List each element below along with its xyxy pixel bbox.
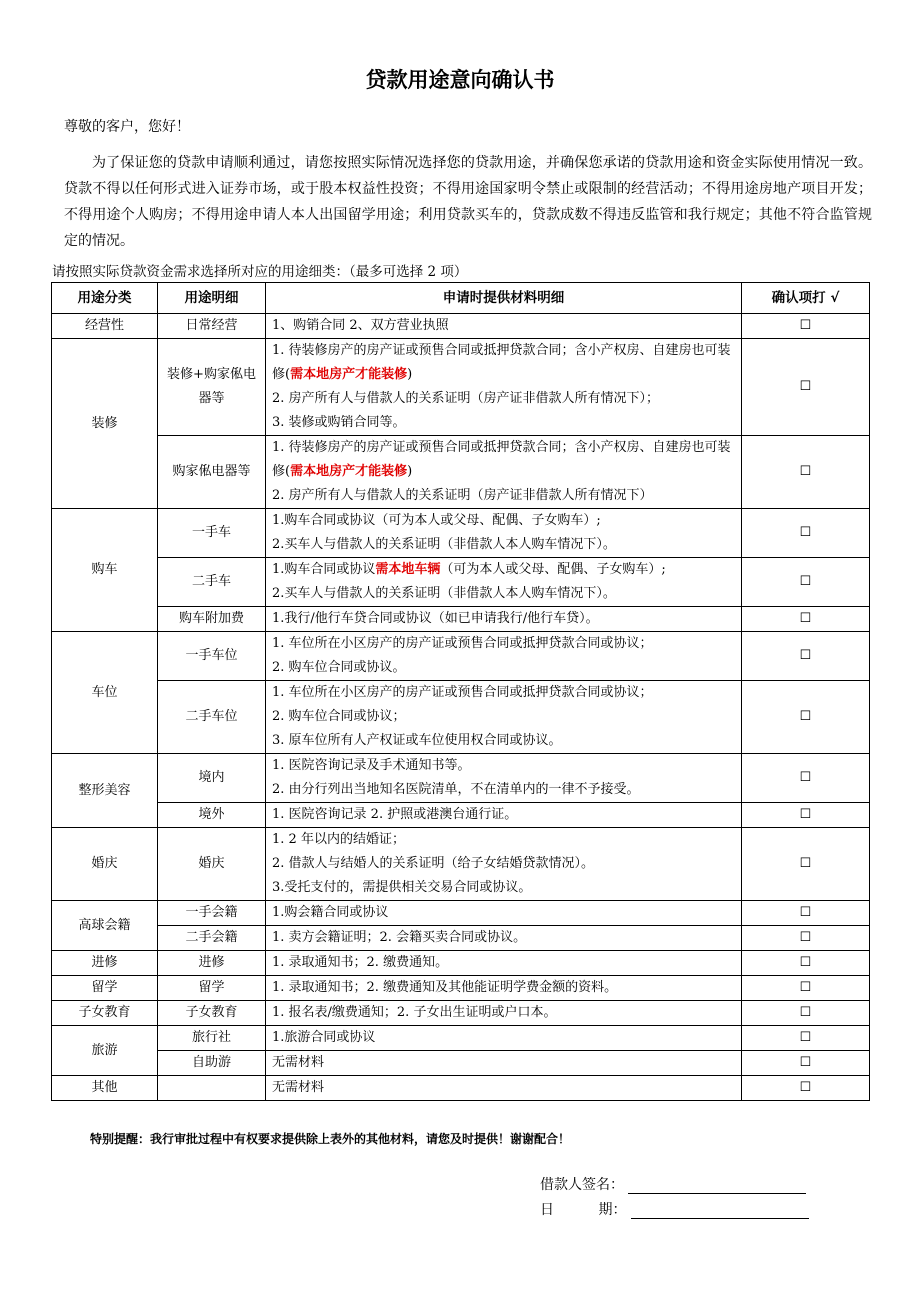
confirm-checkbox[interactable]: ☐	[742, 681, 870, 754]
detail-cell: 一手车位	[158, 632, 266, 681]
table-row	[52, 901, 870, 926]
date-label: 日 期：	[540, 1202, 627, 1218]
confirm-checkbox[interactable]: ☐	[742, 558, 870, 607]
category-cell: 婚庆	[52, 828, 158, 901]
detail-cell: 进修	[158, 951, 266, 976]
category-cell: 子女教育	[52, 1001, 158, 1026]
table-row	[52, 632, 870, 681]
header-materials: 申请时提供材料明细	[266, 283, 742, 314]
greeting: 尊敬的客户，您好！	[64, 119, 190, 135]
date-row	[540, 1199, 809, 1219]
materials-cell: 无需材料	[266, 1076, 742, 1101]
confirm-checkbox[interactable]: ☐	[742, 901, 870, 926]
confirm-checkbox[interactable]: ☐	[742, 339, 870, 436]
confirm-checkbox[interactable]: ☐	[742, 1076, 870, 1101]
category-cell: 购车	[52, 509, 158, 632]
detail-cell: 购家俬电器等	[158, 436, 266, 509]
category-cell: 车位	[52, 632, 158, 754]
page-title: 贷款用途意向确认书	[365, 68, 555, 92]
local-vehicle-warning: 需本地车辆	[375, 562, 441, 577]
confirm-checkbox[interactable]: ☐	[742, 1026, 870, 1051]
confirm-checkbox[interactable]: ☐	[742, 436, 870, 509]
materials-cell: 1. 2 年以内的结婚证； 2. 借款人与结婚人的关系证明（给子女结婚贷款情况）。 3.受托支付的，需提供相关交易合同或协议。	[266, 828, 742, 901]
materials-cell: 1、购销合同 2、双方营业执照	[266, 314, 742, 339]
table-row	[52, 509, 870, 558]
table-row	[52, 951, 870, 976]
signature-label: 借款人签名：	[540, 1177, 624, 1193]
date-input-line[interactable]	[631, 1202, 809, 1219]
materials-cell: 1. 卖方会籍证明；2. 会籍买卖合同或协议。	[266, 926, 742, 951]
confirm-checkbox[interactable]: ☐	[742, 926, 870, 951]
materials-cell: 1. 医院咨询记录 2. 护照或港澳台通行证。	[266, 803, 742, 828]
materials-cell: 1. 报名表/缴费通知；2. 子女出生证明或户口本。	[266, 1001, 742, 1026]
detail-cell: 一手会籍	[158, 901, 266, 926]
table-row	[52, 754, 870, 803]
table-row	[52, 1001, 870, 1026]
detail-cell: 二手车位	[158, 681, 266, 754]
materials-cell: 1. 医院咨询记录及手术通知书等。 2. 由分行列出当地知名医院清单，不在清单内的一律不予接受。	[266, 754, 742, 803]
signature-input-line[interactable]	[628, 1177, 806, 1194]
materials-cell: 1. 车位所在小区房产的房产证或预售合同或抵押贷款合同或协议； 2. 购车位合同或协议。	[266, 632, 742, 681]
detail-cell: 二手车	[158, 558, 266, 607]
table-row	[52, 314, 870, 339]
category-cell: 其他	[52, 1076, 158, 1101]
detail-cell: 旅行社	[158, 1026, 266, 1051]
materials-cell: 1. 待装修房产的房产证或预售合同或抵押贷款合同；含小产权房、自建房也可装修(需本地房产才能装修) 2. 房产所有人与借款人的关系证明（房产证非借款人所有情况下）； 3. 装修或购销合同等。	[266, 339, 742, 436]
detail-cell: 装修+购家俬电器等	[158, 339, 266, 436]
table-row	[52, 1076, 870, 1101]
detail-cell: 购车附加费	[158, 607, 266, 632]
detail-cell: 境外	[158, 803, 266, 828]
detail-cell: 日常经营	[158, 314, 266, 339]
category-cell: 进修	[52, 951, 158, 976]
materials-cell: 无需材料	[266, 1051, 742, 1076]
category-cell: 装修	[52, 339, 158, 509]
materials-cell: 1.购车合同或协议需本地车辆（可为本人或父母、配偶、子女购车）; 2.买车人与借款人的关系证明（非借款人本人购车情况下）。	[266, 558, 742, 607]
header-category: 用途分类	[52, 283, 158, 314]
confirm-checkbox[interactable]: ☐	[742, 509, 870, 558]
table-row	[52, 828, 870, 901]
local-property-warning: 需本地房产才能装修	[290, 367, 408, 382]
table-row	[52, 1051, 870, 1076]
confirm-checkbox[interactable]: ☐	[742, 607, 870, 632]
category-cell: 经营性	[52, 314, 158, 339]
detail-cell: 自助游	[158, 1051, 266, 1076]
category-cell: 整形美容	[52, 754, 158, 828]
detail-cell: 子女教育	[158, 1001, 266, 1026]
materials-cell: 1. 录取通知书；2. 缴费通知。	[266, 951, 742, 976]
table-row	[52, 339, 870, 436]
signature-row	[540, 1174, 806, 1194]
category-cell: 高球会籍	[52, 901, 158, 951]
header-detail: 用途明细	[158, 283, 266, 314]
detail-cell	[158, 1076, 266, 1101]
table-header-row	[52, 283, 870, 314]
materials-cell: 1. 车位所在小区房产的房产证或预售合同或抵押贷款合同或协议； 2. 购车位合同或协议； 3. 原车位所有人产权证或车位使用权合同或协议。	[266, 681, 742, 754]
loan-purpose-table	[51, 282, 870, 1101]
table-row	[52, 926, 870, 951]
detail-cell: 婚庆	[158, 828, 266, 901]
table-row	[52, 436, 870, 509]
materials-cell: 1.购车合同或协议（可为本人或父母、配偶、子女购车）; 2.买车人与借款人的关系证明（非借款人本人购车情况下）。	[266, 509, 742, 558]
confirm-checkbox[interactable]: ☐	[742, 1001, 870, 1026]
table-row	[52, 681, 870, 754]
detail-cell: 留学	[158, 976, 266, 1001]
local-property-warning: 需本地房产才能装修	[290, 464, 408, 479]
materials-cell: 1.旅游合同或协议	[266, 1026, 742, 1051]
confirm-checkbox[interactable]: ☐	[742, 976, 870, 1001]
detail-cell: 境内	[158, 754, 266, 803]
category-cell: 旅游	[52, 1026, 158, 1076]
table-row	[52, 607, 870, 632]
table-row	[52, 1026, 870, 1051]
table-row	[52, 803, 870, 828]
special-reminder: 特别提醒：我行审批过程中有权要求提供除上表外的其他材料，请您及时提供！谢谢配合！	[90, 1132, 571, 1146]
table-row	[52, 558, 870, 607]
category-cell: 留学	[52, 976, 158, 1001]
confirm-checkbox[interactable]: ☐	[742, 314, 870, 339]
detail-cell: 一手车	[158, 509, 266, 558]
confirm-checkbox[interactable]: ☐	[742, 754, 870, 803]
detail-cell: 二手会籍	[158, 926, 266, 951]
confirm-checkbox[interactable]: ☐	[742, 951, 870, 976]
materials-cell: 1. 待装修房产的房产证或预售合同或抵押贷款合同；含小产权房、自建房也可装修(需本地房产才能装修) 2. 房产所有人与借款人的关系证明（房产证非借款人所有情况下）	[266, 436, 742, 509]
confirm-checkbox[interactable]: ☐	[742, 1051, 870, 1076]
intro-paragraph: 为了保证您的贷款申请顺利通过，请您按照实际情况选择您的贷款用途，并确保您承诺的贷款用途和资金实际使用情况一致。贷款不得以任何形式进入证券市场，或于股本权益性投资；不得用途国家明令禁止或限制的经营活动；不得用途房地产项目开发；不得用途个人购房；不得用途申请人本人出国留学用途；利用贷款买车的，贷款成数不得违反监管和我行规定；其他不符合监管规定的情况。	[64, 155, 872, 249]
table-row	[52, 976, 870, 1001]
header-confirm: 确认项打 √	[742, 283, 870, 314]
materials-cell: 1.我行/他行车贷合同或协议（如已申请我行/他行车贷）。	[266, 607, 742, 632]
confirm-checkbox[interactable]: ☐	[742, 803, 870, 828]
materials-cell: 1. 录取通知书；2. 缴费通知及其他能证明学费金额的资料。	[266, 976, 742, 1001]
materials-cell: 1.购会籍合同或协议	[266, 901, 742, 926]
instruction-text: 请按照实际贷款资金需求选择所对应的用途细类：（最多可选择 2 项）	[52, 264, 468, 280]
confirm-checkbox[interactable]: ☐	[742, 632, 870, 681]
confirm-checkbox[interactable]: ☐	[742, 828, 870, 901]
